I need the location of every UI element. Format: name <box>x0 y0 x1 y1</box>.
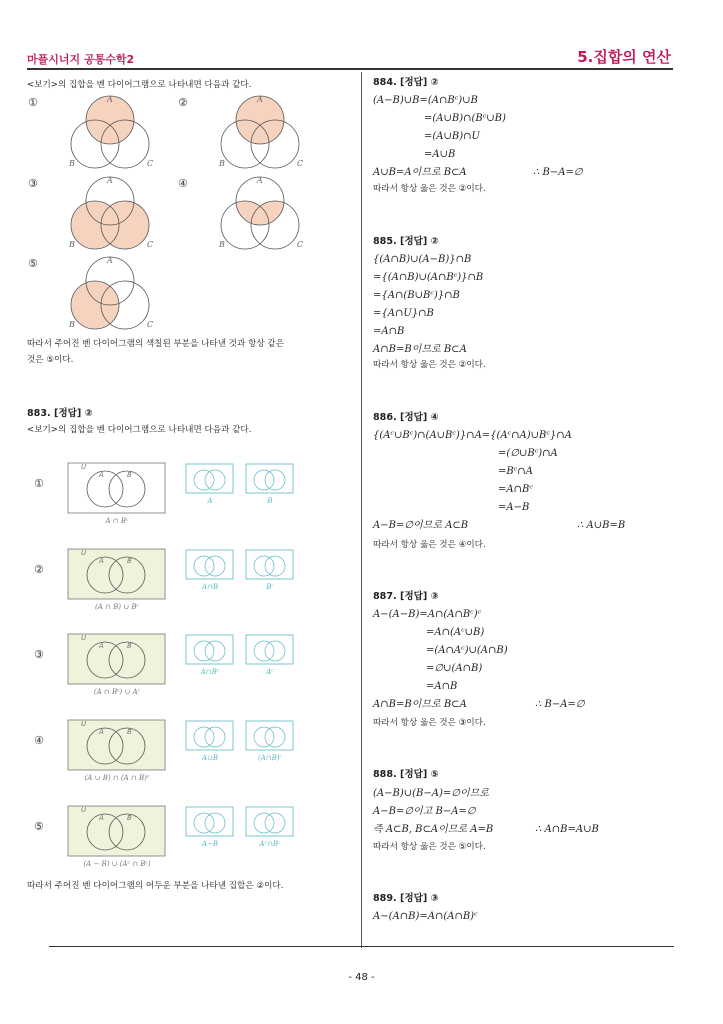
conclusion-line-1: 따라서 주어진 벤 다이어그램의 색칠된 부분을 나타낸 것과 항상 같은 <box>27 339 285 349</box>
problem-883-conclusion: 따라서 주어진 벤 다이어그램의 어두운 부분을 나타낸 집합은 ②이다. <box>27 881 284 891</box>
venn-label-c: C <box>297 240 304 249</box>
p886-conclusion: 따라서 항상 옳은 것은 ④이다. <box>373 540 486 550</box>
problem-884-title: 884. [정답] ② <box>373 77 439 88</box>
header-chapter-title: 5.집합의 연산 <box>577 48 671 66</box>
small-venn-caption: Aᶜ∩Bᶜ <box>259 840 281 848</box>
venn-circle-a <box>254 470 274 490</box>
p888-conclusion: 따라서 항상 옳은 것은 ⑤이다. <box>373 842 486 852</box>
two-set-venn-diagram <box>67 630 167 686</box>
p886-line-2: =(∅∪Bᶜ)∩A <box>498 448 558 459</box>
p885-line-5: =A∩B <box>373 326 405 337</box>
problem-885-title: 885. [정답] ② <box>373 236 439 247</box>
venn-label-u: U <box>81 634 87 642</box>
p883-caption: (A ∩ Bᶜ) ∪ Aᶜ <box>93 688 141 696</box>
venn-option-number: ⑤ <box>28 257 38 270</box>
conclusion-line-2: 것은 ⑤이다. <box>27 355 74 365</box>
small-venn-diagram <box>245 806 295 838</box>
venn-label-c: C <box>147 159 154 168</box>
footer-rule <box>49 946 674 947</box>
venn-circle-a <box>254 813 274 833</box>
p885-line-1: {(A∩B)∪(A−B)}∩B <box>373 254 472 265</box>
venn-circle-b <box>205 813 225 833</box>
p884-conclusion: 따라서 항상 옳은 것은 ②이다. <box>373 184 486 194</box>
intro-text: <보기>의 집합을 벤 다이어그램으로 나타내면 다음과 같다. <box>27 80 252 90</box>
three-set-venn-diagram <box>205 92 315 172</box>
p888-line-3a: 즉 A⊂B, B⊂A이므로 A=B <box>373 824 494 835</box>
venn-label-a: A <box>107 176 113 185</box>
venn-option-number: ② <box>178 96 188 109</box>
p886-line-1: {(Aᶜ∪Bᶜ)∩(A∪Bᶜ)}∩A={(Aᶜ∩A)∪Bᶜ}∩A <box>373 430 572 441</box>
p883-option-number: ④ <box>34 734 44 747</box>
venn-label-b: B <box>219 159 225 168</box>
venn-option-number: ① <box>28 96 38 109</box>
venn-label-u: U <box>81 806 87 814</box>
problem-887-title: 887. [정답] ③ <box>373 591 439 602</box>
p883-caption: (A − B) ∪ (Aᶜ ∩ Bᶜ) <box>83 860 151 868</box>
venn-label-b: B <box>69 320 75 329</box>
small-venn-caption: Bᶜ <box>266 583 274 591</box>
three-set-venn-diagram <box>55 173 165 253</box>
small-venn-caption: A∪B <box>201 754 219 762</box>
p886-line-6a: A−B=∅이므로 A⊂B <box>373 520 469 531</box>
venn-circle-a <box>194 641 214 661</box>
small-venn-diagram <box>245 634 295 666</box>
venn-circle-a <box>254 727 274 747</box>
header-book-title: 마플시너지 공통수학2 <box>27 53 135 66</box>
p887-line-6a: A∩B=B이므로 B⊂A <box>373 699 467 710</box>
small-venn-diagram <box>185 720 235 752</box>
p883-option-number: ⑤ <box>34 820 44 833</box>
venn-label-c: C <box>147 240 154 249</box>
small-venn-caption: Aᶜ <box>266 668 274 676</box>
venn-label-a: A <box>257 95 263 104</box>
p885-line-2: ={(A∩B)∪(A∩Bᶜ)}∩B <box>373 272 484 283</box>
p884-line-5b: ∴ B−A=∅ <box>533 167 583 178</box>
venn-option-number: ④ <box>178 177 188 190</box>
p885-line-4: ={A∩U}∩B <box>373 308 434 319</box>
venn-label-b: B <box>127 814 132 822</box>
p884-line-4: =A∪B <box>424 149 456 160</box>
venn-label-a: A <box>99 814 104 822</box>
small-venn-caption: A∩B <box>201 583 219 591</box>
venn-label-b: B <box>69 159 75 168</box>
p887-line-5: =A∩B <box>426 681 458 692</box>
venn-circle-b <box>205 641 225 661</box>
p884-line-5a: A∪B=A이므로 B⊂A <box>373 167 467 178</box>
venn-label-b: B <box>127 557 132 565</box>
small-venn-caption: A∩Bᶜ <box>200 668 220 676</box>
venn-label-a: A <box>257 176 263 185</box>
venn-circle-a <box>254 641 274 661</box>
small-venn-caption: B <box>267 497 273 505</box>
p885-line-3: ={A∩(B∪Bᶜ)}∩B <box>373 290 460 301</box>
venn-circle-b <box>265 556 285 576</box>
venn-label-b: B <box>219 240 225 249</box>
problem-888-title: 888. [정답] ⑤ <box>373 769 439 780</box>
small-venn-caption: A−B <box>201 840 219 848</box>
problem-883-title: 883. [정답] ② <box>27 408 93 419</box>
header-rule <box>27 68 673 70</box>
p887-line-6b: ∴ B−A=∅ <box>535 699 585 710</box>
venn-label-b: B <box>127 642 132 650</box>
venn-circle-b <box>205 727 225 747</box>
p884-line-2: =(A∪B)∩(Bᶜ∪B) <box>424 113 506 124</box>
venn-circle-b <box>205 470 225 490</box>
small-venn-caption: (A∩B)ᶜ <box>258 754 282 762</box>
venn-label-a: A <box>107 256 113 265</box>
small-venn-diagram <box>185 463 235 495</box>
venn-circle-b <box>205 556 225 576</box>
problem-886-title: 886. [정답] ④ <box>373 412 439 423</box>
p887-conclusion: 따라서 항상 옳은 것은 ③이다. <box>373 718 486 728</box>
p884-line-1: (A−B)∪B=(A∩Bᶜ)∪B <box>373 95 478 106</box>
venn-circle-a <box>194 813 214 833</box>
venn-label-c: C <box>297 159 304 168</box>
small-venn-diagram <box>245 463 295 495</box>
p886-line-5: =A−B <box>498 502 530 513</box>
problem-889-title: 889. [정답] ③ <box>373 893 439 904</box>
p889-line-1: A−(A∩B)=A∩(A∩B)ᶜ <box>373 911 478 922</box>
p888-line-2: A−B=∅이고 B−A=∅ <box>373 806 476 817</box>
venn-label-a: A <box>99 557 104 565</box>
venn-circle-a <box>194 727 214 747</box>
p886-line-3: =Bᶜ∩A <box>498 466 533 477</box>
venn-label-a: A <box>107 95 113 104</box>
two-set-venn-diagram <box>67 459 167 515</box>
small-venn-diagram <box>185 634 235 666</box>
venn-circle-a <box>194 470 214 490</box>
venn-circle-a <box>254 556 274 576</box>
two-set-venn-diagram <box>67 545 167 601</box>
three-set-venn-diagram <box>55 253 165 333</box>
p887-line-3: =(A∩Aᶜ)∪(A∩B) <box>426 645 508 656</box>
venn-label-b: B <box>127 471 132 479</box>
page-number: - 48 - <box>348 972 375 983</box>
p888-line-3b: ∴ A∩B=A∪B <box>535 824 599 835</box>
p885-line-6: A∩B=B이므로 B⊂A <box>373 344 467 355</box>
p887-line-2: =A∩(Aᶜ∪B) <box>426 627 485 638</box>
venn-label-c: C <box>147 320 154 329</box>
venn-circle-b <box>265 641 285 661</box>
venn-circle-b <box>265 727 285 747</box>
p887-line-1: A−(A−B)=A∩(A∩Bᶜ)ᶜ <box>373 609 482 620</box>
p886-line-4: =A∩Bᶜ <box>498 484 533 495</box>
venn-label-a: A <box>99 642 104 650</box>
p883-caption: A ∩ Bᶜ <box>105 517 129 525</box>
small-venn-diagram <box>185 806 235 838</box>
venn-label-a: A <box>99 728 104 736</box>
p883-option-number: ① <box>34 477 44 490</box>
p883-caption: (A ∩ B) ∪ Bᶜ <box>95 603 139 611</box>
two-set-venn-diagram <box>67 716 167 772</box>
venn-label-u: U <box>81 549 87 557</box>
three-set-venn-diagram <box>205 173 315 253</box>
p883-option-number: ② <box>34 563 44 576</box>
venn-circle-a <box>194 556 214 576</box>
venn-label-u: U <box>81 463 87 471</box>
three-set-venn-diagram <box>55 92 165 172</box>
p884-line-3: =(A∪B)∩U <box>424 131 480 142</box>
p887-line-4: =∅∪(A∩B) <box>426 663 483 674</box>
venn-label-b: B <box>69 240 75 249</box>
p888-line-1: (A−B)∪(B−A)=∅이므로 <box>373 788 489 799</box>
p885-conclusion: 따라서 항상 옳은 것은 ②이다. <box>373 360 486 370</box>
small-venn-caption: A <box>207 497 213 505</box>
venn-option-number: ③ <box>28 177 38 190</box>
small-venn-diagram <box>185 549 235 581</box>
p883-caption: (A ∪ B) ∩ (A ∩ B)ᶜ <box>84 774 150 782</box>
venn-circle-b <box>265 470 285 490</box>
venn-label-u: U <box>81 720 87 728</box>
p886-line-6b: ∴ A∪B=B <box>577 520 626 531</box>
column-divider <box>361 72 362 948</box>
small-venn-diagram <box>245 549 295 581</box>
small-venn-diagram <box>245 720 295 752</box>
two-set-venn-diagram <box>67 802 167 858</box>
problem-883-intro: <보기>의 집합을 벤 다이어그램으로 나타내면 다음과 같다. <box>27 425 252 435</box>
venn-label-b: B <box>127 728 132 736</box>
venn-label-a: A <box>99 471 104 479</box>
venn-circle-b <box>265 813 285 833</box>
p883-option-number: ③ <box>34 648 44 661</box>
